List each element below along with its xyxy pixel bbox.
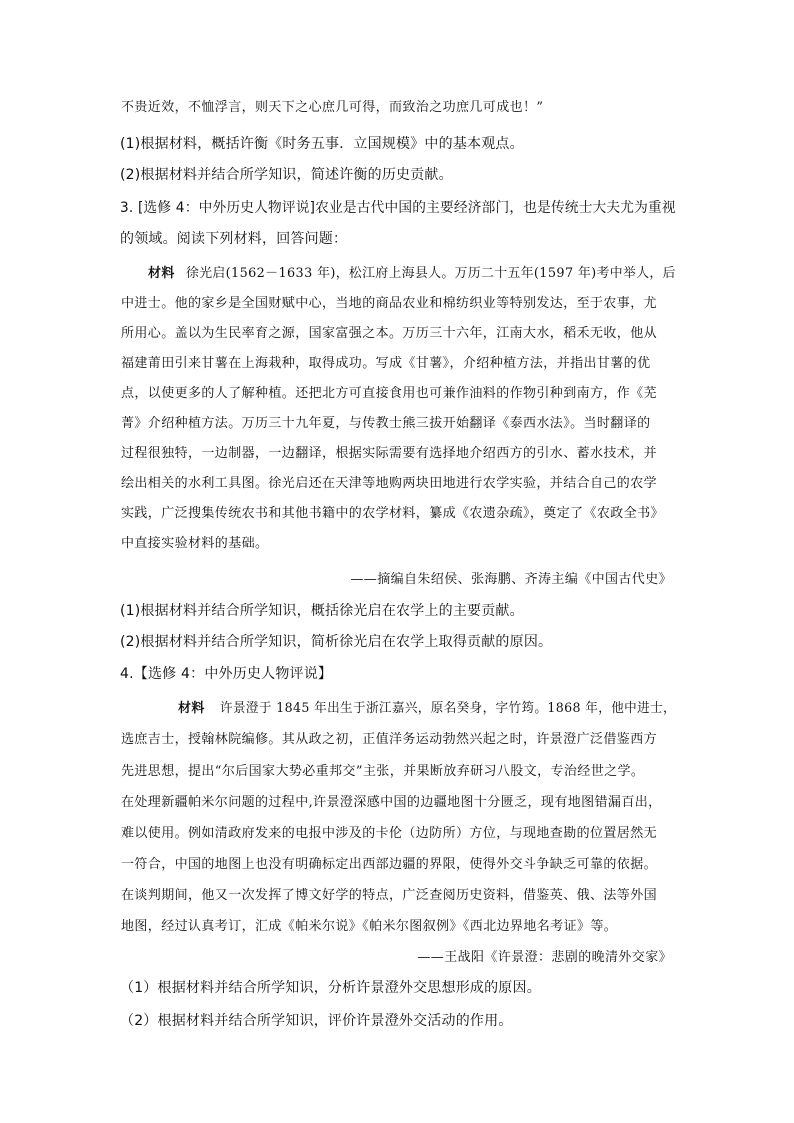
- q3-heading-line1: 3. [选修 4：中外历史人物评说]农业是古代中国的主要经济部门，也是传统士大夫尤为重视: [120, 200, 676, 216]
- q3-material-line: 点，以使更多的人了解种植。还把北方可直接食用也可兼作油料的作物引种到南方，作《芜: [121, 386, 658, 401]
- q4-material-line: 许景澄于 1845 年出生于浙江嘉兴，原名癸身，字竹筠。1868 年，他中进士，: [220, 701, 677, 716]
- q4-material-line: 在谈判期间，他又一次发挥了博文好学的特点，广泛查阅历史资料，借鉴英、俄、法等外国: [121, 888, 658, 903]
- quote-tail: 不贵近效，不恤浮言，则天下之心庶几可得，而致治之功庶几可成也！”: [121, 100, 544, 115]
- q3-material-label: 材料: [148, 266, 175, 281]
- q2-subquestion-1: (1)根据材料，概括许衡《时务五事．立国规模》中的基本观点。: [120, 136, 524, 152]
- q4-material-line: 一符合，中国的地图上也没有明确标定出西部边疆的界限，使得外交斗争缺乏可靠的依据。: [121, 857, 658, 872]
- q4-material-line: 在处理新疆帕米尔问题的过程中,许景澄深感中国的边疆地图十分匮乏，现有地图错漏百出，: [121, 795, 662, 810]
- q3-source-citation: ——摘编自朱绍侯、张海鹏、齐涛主编《中国古代史》: [350, 572, 672, 587]
- q4-source-citation: ——王战阳《许景澄：悲剧的晚清外交家》: [417, 950, 672, 965]
- q3-material-line: 中进士。他的家乡是全国财赋中心，当地的商品农业和棉纺织业等特别发达，至于农事，尤: [121, 296, 658, 311]
- q3-subquestion-2: (2)根据材料并结合所学知识，简析徐光启在农学上取得贡献的原因。: [120, 634, 553, 650]
- q3-material-line: 福建莆田引来甘薯在上海栽种，取得成功。写成《甘薯》，介绍种植方法，并指出甘薯的优: [121, 356, 651, 371]
- q4-material-line: 地图，经过认真考订，汇成《帕米尔说》《帕米尔图叙例》《西北边界地名考证》等。: [121, 919, 618, 934]
- q2-subquestion-2: (2)根据材料并结合所学知识，简述许衡的历史贡献。: [120, 167, 453, 183]
- q3-subquestion-1: (1)根据材料并结合所学知识，概括徐光启在农学上的主要贡献。: [120, 603, 524, 619]
- q3-material-line: 所用心。盖以为生民率育之源，国家富强之本。万历三十六年，江南大水，稻禾无收，他从: [121, 326, 658, 341]
- q3-material-line: 实践，广泛搜集传统农书和其他书籍中的农学材料，纂成《农遗杂疏》，奠定了《农政全书》: [121, 506, 664, 521]
- q3-material-line: 菁》介绍种植方法。万历三十九年夏，与传教士熊三拔开始翻译《泰西水法》。当时翻译的: [121, 416, 651, 431]
- q4-heading: 4.【选修 4：中外历史人物评说】: [120, 666, 333, 682]
- q3-material-line: 徐光启(1562－1633 年)，松江府上海县人。万历二十五年(1597 年)考中举人，后: [186, 266, 676, 281]
- q3-material-line: 中直接实验材料的基础。: [121, 536, 269, 551]
- q4-subquestion-1: （1）根据材料并结合所学知识，分析许景澄外交思想形成的原因。: [120, 980, 541, 996]
- q4-material-label: 材料: [178, 701, 205, 716]
- q4-subquestion-2: （2）根据材料并结合所学知识，评价许景澄外交活动的作用。: [120, 1013, 513, 1029]
- q4-material-line: 先进思想，提出“尔后国家大势必重邦交”主张，并果断放弃研习八股文，专治经世之学。: [121, 764, 645, 779]
- q4-material-line: 选庶吉士，授翰林院编修。其从政之初，正值洋务运动勃然兴起之时，许景澄广泛借鉴西方: [121, 732, 658, 747]
- q4-material-line: 难以使用。例如清政府发来的电报中涉及的卡伦（边防所）方位，与现地查勘的位置居然无: [121, 826, 658, 841]
- q3-heading-line2: 的领域。阅读下列材料，回答问题：: [120, 231, 348, 247]
- q3-material-line: 绘出相关的水利工具图。徐光启还在天津等地购两块田地进行农学实验，并结合自己的农学: [121, 476, 658, 491]
- q3-material-line: 过程很独特，一边制器，一边翻译，根据实际需要有选择地介绍西方的引水、蓄水技术，并: [121, 446, 658, 461]
